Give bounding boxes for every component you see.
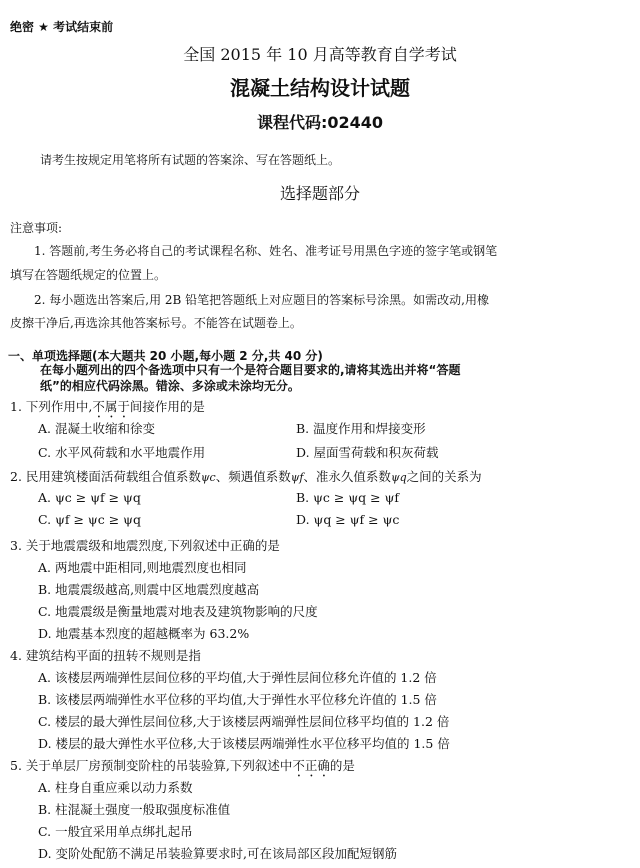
q5-option-d: D. 变阶处配筋不满足吊装验算要求时,可在该局部区段加配短钢筋 xyxy=(38,846,397,861)
q1-option-b: B. 温度作用和焊接变形 xyxy=(296,421,426,436)
q3-option-b: B. 地震震级越高,则震中区地震烈度越高 xyxy=(38,582,260,597)
q3-option-c: C. 地震震级是衡量地震对地表及建筑物影响的尺度 xyxy=(38,604,318,619)
part1-desc-line2: 纸”的相应代码涂黑。错涂、多涂或未涂均无分。 xyxy=(40,379,300,393)
q4-option-d: D. 楼层的最大弹性水平位移,大于该楼层两端弹性水平位移平均值的 1.5 倍 xyxy=(38,736,450,751)
q3-option-d: D. 地震基本烈度的超越概率为 63.2% xyxy=(38,626,250,641)
q1-option-a: A. 混凝土收缩和徐变 xyxy=(38,421,155,436)
q2-option-c: C. ψf ≥ ψc ≥ ψq xyxy=(38,512,141,527)
notes-item2-line2: 皮擦干净后,再选涂其他答案标号。不能答在试题卷上。 xyxy=(10,316,302,330)
q2-option-b: B. ψc ≥ ψq ≥ ψf xyxy=(296,490,400,505)
question-5-stem: 5. 关于单层厂房预制变阶柱的吊装验算,下列叙述中不正确的是 xyxy=(10,758,355,773)
part1-desc-line1: 在每小题列出的四个备选项中只有一个是符合题目要求的,请将其选出并将“答题 xyxy=(40,363,461,377)
q1-option-d: D. 屋面雪荷载和积灰荷载 xyxy=(296,445,439,460)
question-3-stem: 3. 关于地震震级和地震烈度,下列叙述中正确的是 xyxy=(10,538,280,553)
section-title: 选择题部分 xyxy=(279,184,360,203)
course-code: 课程代码:02440 xyxy=(256,113,384,132)
notes-heading: 注意事项: xyxy=(10,221,63,235)
notes-item2-line1: 2. 每小题选出答案后,用 2B 铅笔把答题纸上对应题目的答案标号涂黑。如需改动,用橡 xyxy=(34,293,489,307)
question-4-stem: 4. 建筑结构平面的扭转不规则是指 xyxy=(10,648,201,663)
exam-title: 全国 2015 年 10 月高等教育自学考试 xyxy=(183,45,457,64)
q5-option-c: C. 一般宜采用单点绑扎起吊 xyxy=(38,824,193,839)
q3-option-a: A. 两地震中距相同,则地震烈度也相同 xyxy=(38,560,247,575)
q5-option-a: A. 柱身自重应乘以动力系数 xyxy=(38,780,193,795)
q5-option-b: B. 柱混凝土强度一般取强度标准值 xyxy=(38,802,231,817)
q2-option-a: A. ψc ≥ ψf ≥ ψq xyxy=(38,490,141,505)
secrecy-label: 绝密 ★ 考试结束前 xyxy=(10,20,114,34)
instruction-text: 请考生按规定用笔将所有试题的答案涂、写在答题纸上。 xyxy=(40,153,341,167)
emphasis-text: 不正确 xyxy=(292,758,330,773)
q4-option-c: C. 楼层的最大弹性层间位移,大于该楼层两端弹性层间位移平均值的 1.2 倍 xyxy=(38,714,450,729)
notes-item1-line2: 填写在答题纸规定的位置上。 xyxy=(10,268,167,282)
q2-option-d: D. ψq ≥ ψf ≥ ψc xyxy=(296,512,400,527)
q1-option-c: C. 水平风荷载和水平地震作用 xyxy=(38,445,206,460)
q4-option-a: A. 该楼层两端弹性层间位移的平均值,大于弹性层间位移允许值的 1.2 倍 xyxy=(38,670,437,685)
part1-title: 一、单项选择题(本大题共 20 小题,每小题 2 分,共 40 分) xyxy=(8,349,323,363)
question-2-stem: 2. 民用建筑楼面活荷载组合值系数ψc、频遇值系数ψf、准永久值系数ψq之间的关系为 xyxy=(10,469,482,484)
emphasis-text: 不属于 xyxy=(92,399,130,414)
notes-item1-line1: 1. 答题前,考生务必将自己的考试课程名称、姓名、准考证号用黑色字迹的签字笔或钢笔 xyxy=(34,244,498,258)
subject-title: 混凝土结构设计试题 xyxy=(230,76,410,100)
q4-option-b: B. 该楼层两端弹性水平位移的平均值,大于弹性水平位移允许值的 1.5 倍 xyxy=(38,692,437,707)
question-1-stem: 1. 下列作用中,不属于间接作用的是 xyxy=(10,399,205,414)
